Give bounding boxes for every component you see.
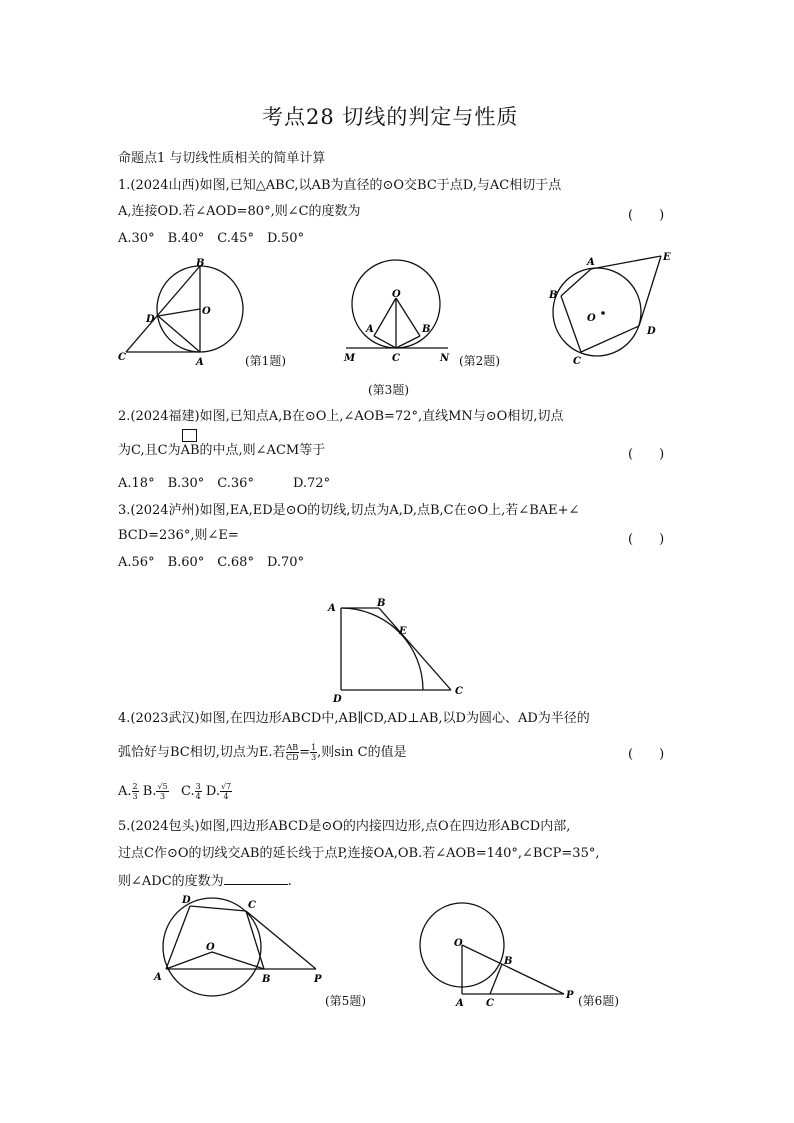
q1-line1: 1.(2024山西)如图,已知△ABC,以AB为直径的⊙O交BC于点D,与AC相切于点 [118,178,562,193]
opt-d-num: √7 [221,782,232,791]
q2-line2-pre: 为C,且C为 [118,443,181,458]
opt-d-den: 4 [223,792,229,801]
f6-label-b: B [504,956,513,967]
q3-options: A.56° B.60° C.68° D.70° [118,555,305,570]
f5-label-d: D [182,895,191,906]
f1-label-o: O [202,306,211,317]
f4-label-b: B [377,598,386,609]
f3-label-b: B [549,290,558,301]
f5-label-b: B [262,974,271,985]
caption-fig6: (第6题) [578,994,619,1008]
f5-label-o: O [206,942,215,953]
f2-label-m: M [344,353,356,364]
opt-c-den: 4 [195,792,201,801]
f2-label-c: C [392,353,400,364]
q4-opt-a [132,782,139,801]
q4-opt-b-label: B. [142,784,157,799]
f6-label-a: A [456,998,464,1009]
answer-blank [224,872,288,885]
ratio-val-num: 1 [311,743,317,752]
ratio-num: AB [286,743,299,752]
arc-symbol-box [182,429,197,442]
q2-answer-paren: ( ) [628,447,665,462]
f2-label-b: B [422,324,431,335]
caption-fig5: (第5题) [325,994,366,1008]
q4-opt-a-label: A. [118,784,132,799]
q2-arc-label: AB [180,443,200,458]
f4-label-e: E [399,626,407,637]
opt-a-den: 3 [132,792,138,801]
q2-options: A.18° B.30° C.36° D.72° [118,476,331,491]
q2-line2-post: 的中点,则∠ACM等于 [199,443,326,458]
q3-answer-paren: ( ) [628,532,665,547]
f5-label-p: P [314,974,322,985]
f4-label-a: A [328,603,336,614]
q1-line2: A,连接OD.若∠AOD=80°,则∠C的度数为 [118,204,361,219]
f5-label-c: C [248,900,256,911]
caption-fig2: (第2题) [459,354,500,368]
q5-line1: 5.(2024包头)如图,四边形ABCD是⊙O的内接四边形,点O在四边形ABCD内部, [118,819,571,834]
q4-line2-post: ,则sin C的值是 [317,745,407,760]
f4-label-d: D [333,694,342,705]
f3-label-d: D [647,326,656,337]
page-title: 考点28 切线的判定与性质 [262,105,519,129]
section-heading: 命题点1 与切线性质相关的简单计算 [118,151,326,166]
f3-label-c: C [573,356,581,367]
f3-label-o: O [587,313,596,324]
caption-fig1: (第1题) [245,354,286,368]
q4-line2-pre: 弧恰好与BC相切,切点为E.若 [118,745,286,760]
q5-line2: 过点C作⊙O的切线交AB的延长线于点P,连接OA,OB.若∠AOB=140°,∠BCP=35°, [118,846,600,861]
q4-opt-d-label: D. [205,784,220,799]
q5-line3: 则∠ADC的度数为 . [118,874,292,889]
f1-label-d: D [146,314,155,325]
q3-line2: BCD=236°,则∠E= [118,528,239,543]
opt-c-num: 3 [195,782,201,791]
f5-label-a: A [154,972,162,983]
figure-4 [325,598,485,708]
f1-label-c: C [118,352,126,363]
f6-label-o: O [454,938,463,949]
f1-label-b: B [196,258,205,269]
f3-label-e: E [663,252,671,263]
opt-b-num: √5 [157,782,168,791]
q4-opt-c-label: C. [181,784,195,799]
q4-line2 [118,743,407,762]
f6-label-c: C [486,998,494,1009]
q2-arc [181,443,200,459]
q2-line1: 2.(2024福建)如图,已知点A,B在⊙O上,∠AOB=72°,直线MN与⊙O相切,切点 [118,409,564,424]
figure-5 [150,892,330,1002]
figure-3 [545,248,685,368]
f2-label-a: A [366,324,374,335]
q4-opt-c [195,782,202,801]
ratio-val-den: 3 [311,753,317,762]
ratio-den: CD [286,753,299,762]
q4-line1: 4.(2023武汉)如图,在四边形ABCD中,AB∥CD,AD⊥AB,以D为圆心、AD为半径的 [118,711,590,726]
q4-ratio-frac [286,743,300,762]
f1-label-a: A [196,357,204,368]
ratio-eq: = [299,745,311,760]
opt-a-num: 2 [132,782,138,791]
q2-line2 [118,443,325,459]
q3-line1: 3.(2024泸州)如图,EA,ED是⊙O的切线,切点为A,D,点B,C在⊙O上,若∠BAE+∠ [118,503,580,518]
figure-6 [412,900,582,1010]
f6-label-p: P [566,990,574,1001]
q4-opt-b [156,782,168,801]
q4-opt-d [220,782,232,801]
f3-label-a: A [587,257,595,268]
figure-2 [340,254,470,374]
opt-b-den: 3 [160,792,166,801]
q5-line3-text: 则∠ADC的度数为 [118,874,224,889]
q1-answer-paren: ( ) [628,208,665,223]
f4-label-c: C [455,686,463,697]
f2-label-o: O [392,289,401,300]
q1-options: A.30° B.40° C.45° D.50° [118,231,305,246]
caption-fig3: (第3题) [368,383,409,397]
f2-label-n: N [440,353,450,364]
q4-answer-paren: ( ) [628,747,665,762]
q4-options [118,782,232,801]
